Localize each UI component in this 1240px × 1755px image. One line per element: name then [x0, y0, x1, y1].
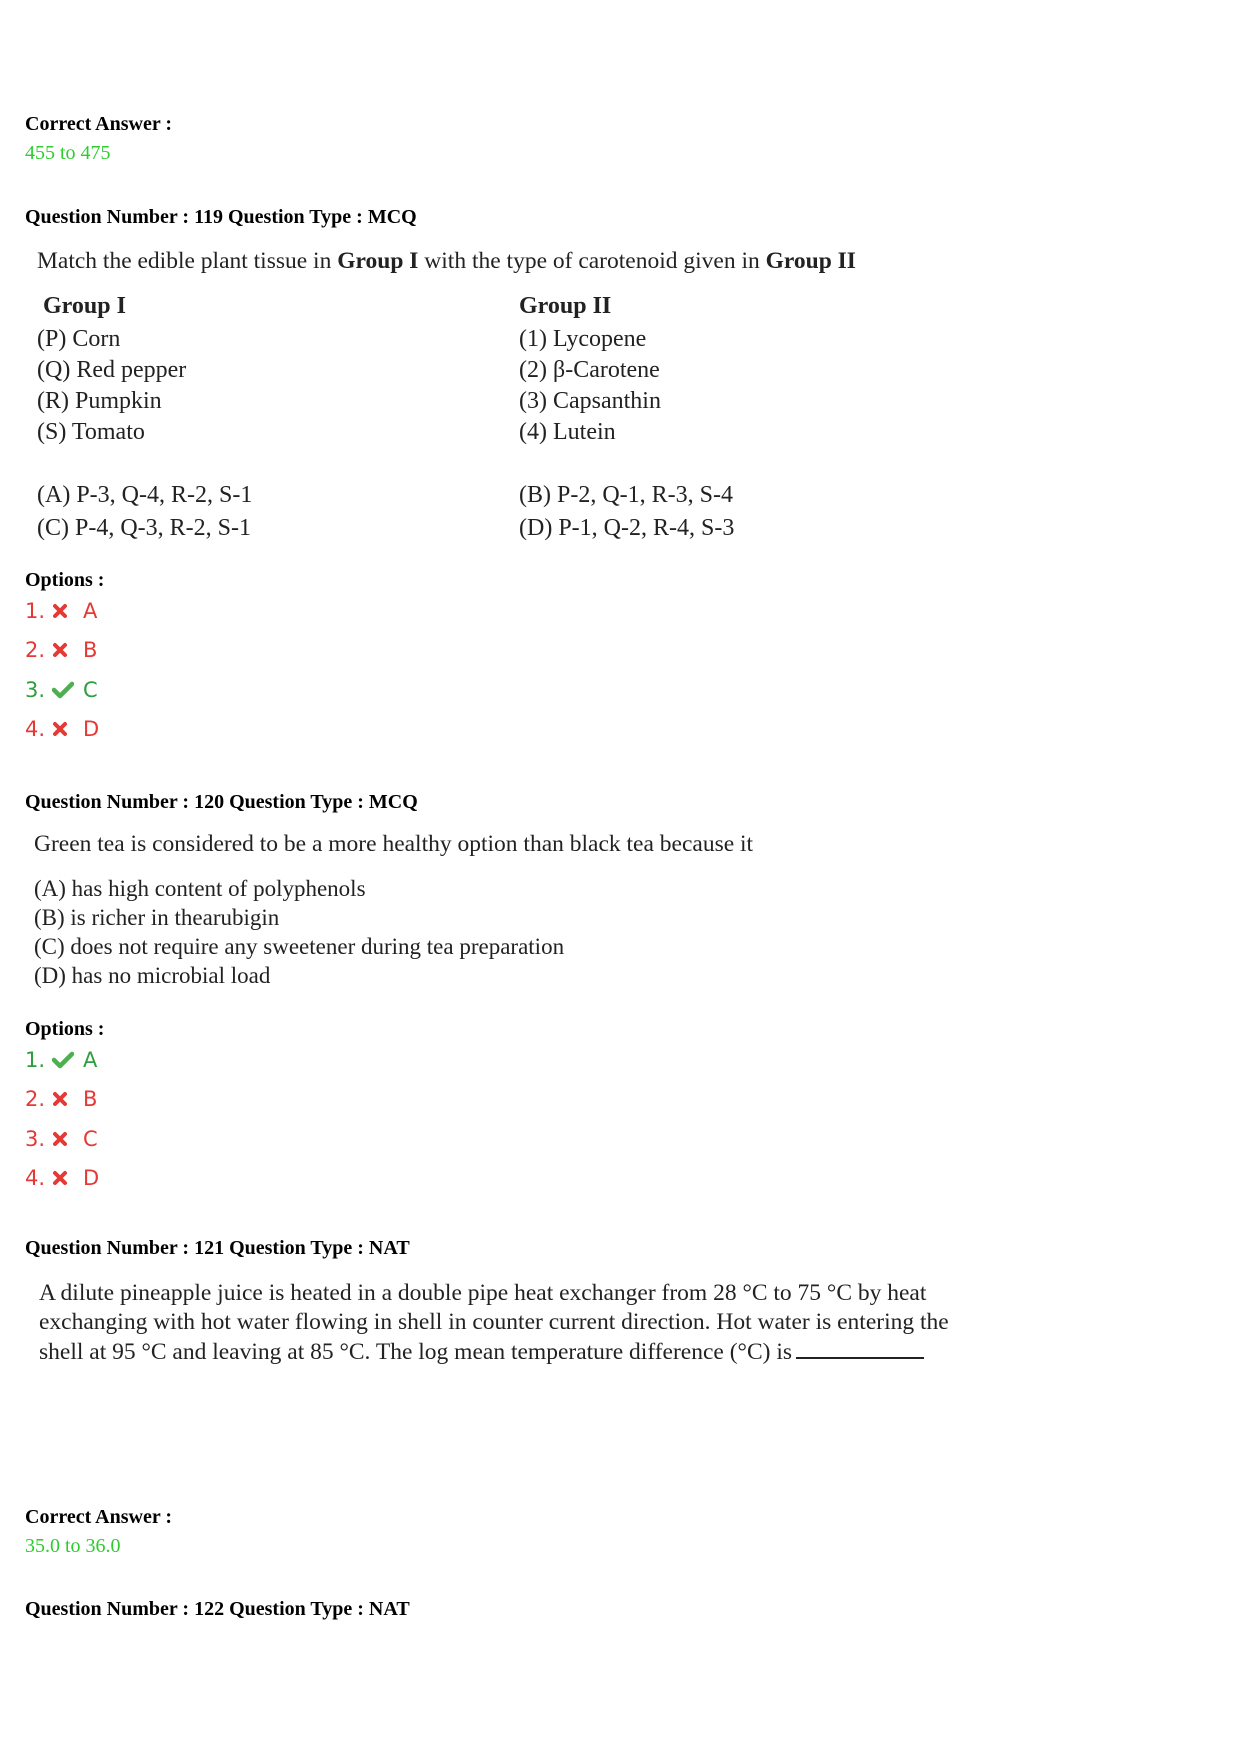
option-number: 1. [25, 599, 46, 623]
option-number: 1. [25, 1048, 46, 1072]
options-label: Options : [25, 569, 105, 591]
option-label: D [83, 1166, 100, 1190]
group2-item: (3) Capsanthin [519, 388, 661, 414]
option-number: 2. [25, 638, 46, 662]
options-label: Options : [25, 1018, 105, 1040]
option-item [25, 1048, 97, 1072]
choice-item: (B) P-2, Q-1, R-3, S-4 [519, 482, 733, 508]
stem-line-with-blank [39, 1337, 1044, 1367]
option-label: D [83, 717, 100, 741]
choice-item: (D) P-1, Q-2, R-4, S-3 [519, 515, 735, 541]
question-stem-120: Green tea is considered to be a more healthy option than black tea because it [34, 831, 754, 857]
correct-answer-value: 35.0 to 36.0 [25, 1535, 121, 1557]
stem-line: A dilute pineapple juice is heated in a double pipe heat exchanger from 28 °C to 75 °C by heat [39, 1280, 927, 1306]
group1-item: (Q) Red pepper [37, 357, 187, 383]
group2-item: (1) Lycopene [519, 326, 647, 352]
option-label: C [83, 1127, 98, 1151]
option-number: 4. [25, 717, 46, 741]
option-item [25, 1166, 99, 1190]
option-label: B [83, 638, 98, 662]
option-item [25, 678, 98, 702]
option-number: 2. [25, 1087, 46, 1111]
option-item [25, 599, 97, 623]
stem-text: with the type of carotenoid given in [418, 248, 766, 274]
cross-icon [52, 642, 83, 658]
choice-item: (C) P-4, Q-3, R-2, S-1 [37, 515, 251, 541]
option-label: B [83, 1087, 98, 1111]
option-item [25, 1087, 97, 1111]
option-item [25, 638, 97, 662]
choice-item: (C) does not require any sweetener during tea preparation [34, 934, 565, 959]
cross-icon [52, 603, 83, 619]
group1-item: (S) Tomato [37, 419, 145, 445]
option-label: A [83, 599, 98, 623]
correct-answer-value: 455 to 475 [25, 142, 111, 164]
option-number: 4. [25, 1166, 46, 1190]
correct-answer-label: Correct Answer : [25, 113, 172, 135]
choice-item: (D) has no microbial load [34, 963, 271, 988]
option-number: 3. [25, 1127, 46, 1151]
stem-line: exchanging with hot water flowing in shell in counter current direction. Hot water is entering the [39, 1309, 949, 1335]
question-header-122: Question Number : 122 Question Type : NAT [25, 1598, 410, 1620]
check-icon [52, 1051, 83, 1069]
correct-answer-label: Correct Answer : [25, 1506, 172, 1528]
group1-title: Group I [43, 293, 126, 319]
option-number: 3. [25, 678, 46, 702]
group1-item: (R) Pumpkin [37, 388, 162, 414]
check-icon [52, 681, 83, 699]
question-header-120: Question Number : 120 Question Type : MCQ [25, 791, 418, 813]
option-item [25, 1127, 98, 1151]
answer-blank [796, 1337, 924, 1359]
option-label: A [83, 1048, 98, 1072]
question-header-119: Question Number : 119 Question Type : MCQ [25, 206, 417, 228]
question-stem-119 [37, 248, 856, 275]
choice-item: (A) P-3, Q-4, R-2, S-1 [37, 482, 253, 508]
group1-item: (P) Corn [37, 326, 121, 352]
cross-icon [52, 1170, 83, 1186]
cross-icon [52, 721, 83, 737]
choice-item: (B) is richer in thearubigin [34, 905, 280, 930]
question-header-121: Question Number : 121 Question Type : NAT [25, 1237, 410, 1259]
group2-title: Group II [519, 293, 612, 319]
cross-icon [52, 1091, 83, 1107]
option-label: C [83, 678, 98, 702]
stem-group2: Group II [765, 248, 856, 274]
option-item [25, 717, 99, 741]
question-stem-121 [39, 1279, 1044, 1367]
group2-item: (2) β-Carotene [519, 357, 660, 383]
stem-line: shell at 95 °C and leaving at 85 °C. The log mean temperature difference (°C) is [39, 1339, 792, 1365]
choice-item: (A) has high content of polyphenols [34, 876, 366, 901]
cross-icon [52, 1131, 83, 1147]
stem-group1: Group I [337, 248, 419, 274]
group2-item: (4) Lutein [519, 419, 616, 445]
stem-text: Match the edible plant tissue in [37, 248, 338, 274]
